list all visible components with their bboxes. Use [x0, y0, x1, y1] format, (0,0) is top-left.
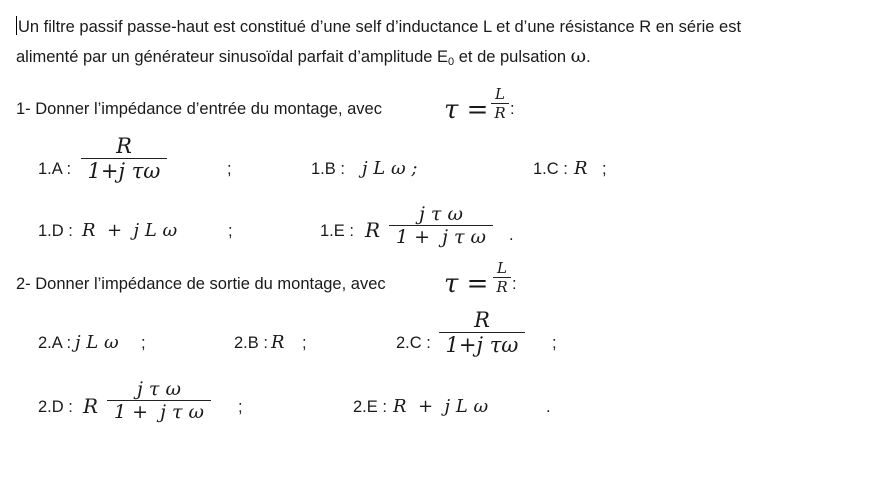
q1-option-c-expression: R: [574, 158, 588, 179]
q1-option-a-separator: ;: [227, 160, 232, 178]
q1-option-c-separator: ;: [602, 160, 607, 178]
q2-option-d-fraction: [107, 378, 211, 423]
amplitude-subscript: 0: [448, 56, 455, 68]
q2-colon: :: [512, 275, 517, 293]
q2-option-b-separator: ;: [302, 334, 307, 352]
q1-option-a-numerator: R: [116, 134, 132, 158]
q2-option-c-denominator: 1+j τω: [445, 333, 519, 357]
q1-option-d-expression: R + j L ω: [82, 220, 178, 241]
q2-option-a-expression: j L ω: [75, 332, 119, 353]
intro-line-1: Un filtre passif passe-haut est constitué d’une self d’inductance L et d’une résistance R en série est: [18, 18, 742, 36]
q2-option-d-separator: ;: [238, 398, 243, 416]
q1-option-b-label: 1.B :: [311, 160, 345, 178]
q1-option-e-end: .: [509, 226, 514, 244]
q2-option-a-label: 2.A :: [38, 334, 72, 352]
q1-tau-denominator: R: [494, 104, 506, 122]
q2-option-c-fraction: [439, 308, 525, 357]
q2-option-b-expression: R: [271, 332, 285, 353]
q2-option-d-label: 2.D :: [38, 398, 73, 416]
q2-option-e-expression: R + j L ω: [393, 396, 489, 417]
intro-line-2: alimenté par un générateur sinusoïdal parfait d’amplitude E: [16, 48, 449, 66]
q2-option-d-resistance: R: [83, 394, 99, 418]
q1-option-e-fraction: [389, 203, 493, 248]
q1-option-b-expression: j L ω ;: [362, 158, 418, 179]
q1-option-e-resistance: R: [365, 218, 381, 242]
q1-option-e-numerator: j τ ω: [419, 203, 463, 225]
q1-option-a-denominator: 1+j τω: [87, 159, 161, 183]
q2-option-b-label: 2.B :: [234, 334, 268, 352]
q2-tau-symbol: τ =: [444, 269, 489, 299]
q2-option-c-label: 2.C :: [396, 334, 431, 352]
q1-option-e-denominator: 1 + j τ ω: [395, 226, 487, 248]
q2-tau-denominator: R: [496, 278, 508, 296]
intro-line-2-b: et de pulsation: [454, 48, 571, 66]
q2-option-a-separator: ;: [141, 334, 146, 352]
q1-option-d-separator: ;: [228, 222, 233, 240]
q1-option-c-label: 1.C :: [533, 160, 568, 178]
text-cursor: [16, 16, 17, 35]
q1-option-e-label: 1.E :: [320, 222, 354, 240]
q2-option-d-denominator: 1 + j τ ω: [113, 401, 205, 423]
q1-tau-fraction: [491, 85, 509, 122]
omega-symbol: ω: [570, 45, 587, 67]
q2-option-d-numerator: j τ ω: [137, 378, 181, 400]
q2-option-c-separator: ;: [552, 334, 557, 352]
q1-tau-symbol: τ =: [444, 95, 489, 125]
q1-option-a-fraction: [81, 134, 167, 183]
q1-question: 1- Donner l’impédance d’entrée du montage, avec: [16, 100, 382, 118]
q2-tau-numerator: L: [497, 259, 507, 277]
intro-line-2-end: .: [586, 48, 591, 66]
q2-option-c-numerator: R: [474, 308, 490, 332]
q2-option-e-end: .: [546, 398, 551, 416]
q1-tau-numerator: L: [495, 85, 505, 103]
q1-option-d-label: 1.D :: [38, 222, 73, 240]
q2-question: 2- Donner l’impédance de sortie du montage, avec: [16, 275, 386, 293]
intro-paragraph: [16, 13, 878, 77]
q2-tau-fraction: [493, 259, 511, 296]
q1-colon: :: [510, 100, 515, 118]
q1-option-a-label: 1.A :: [38, 160, 72, 178]
q2-option-e-label: 2.E :: [353, 398, 387, 416]
